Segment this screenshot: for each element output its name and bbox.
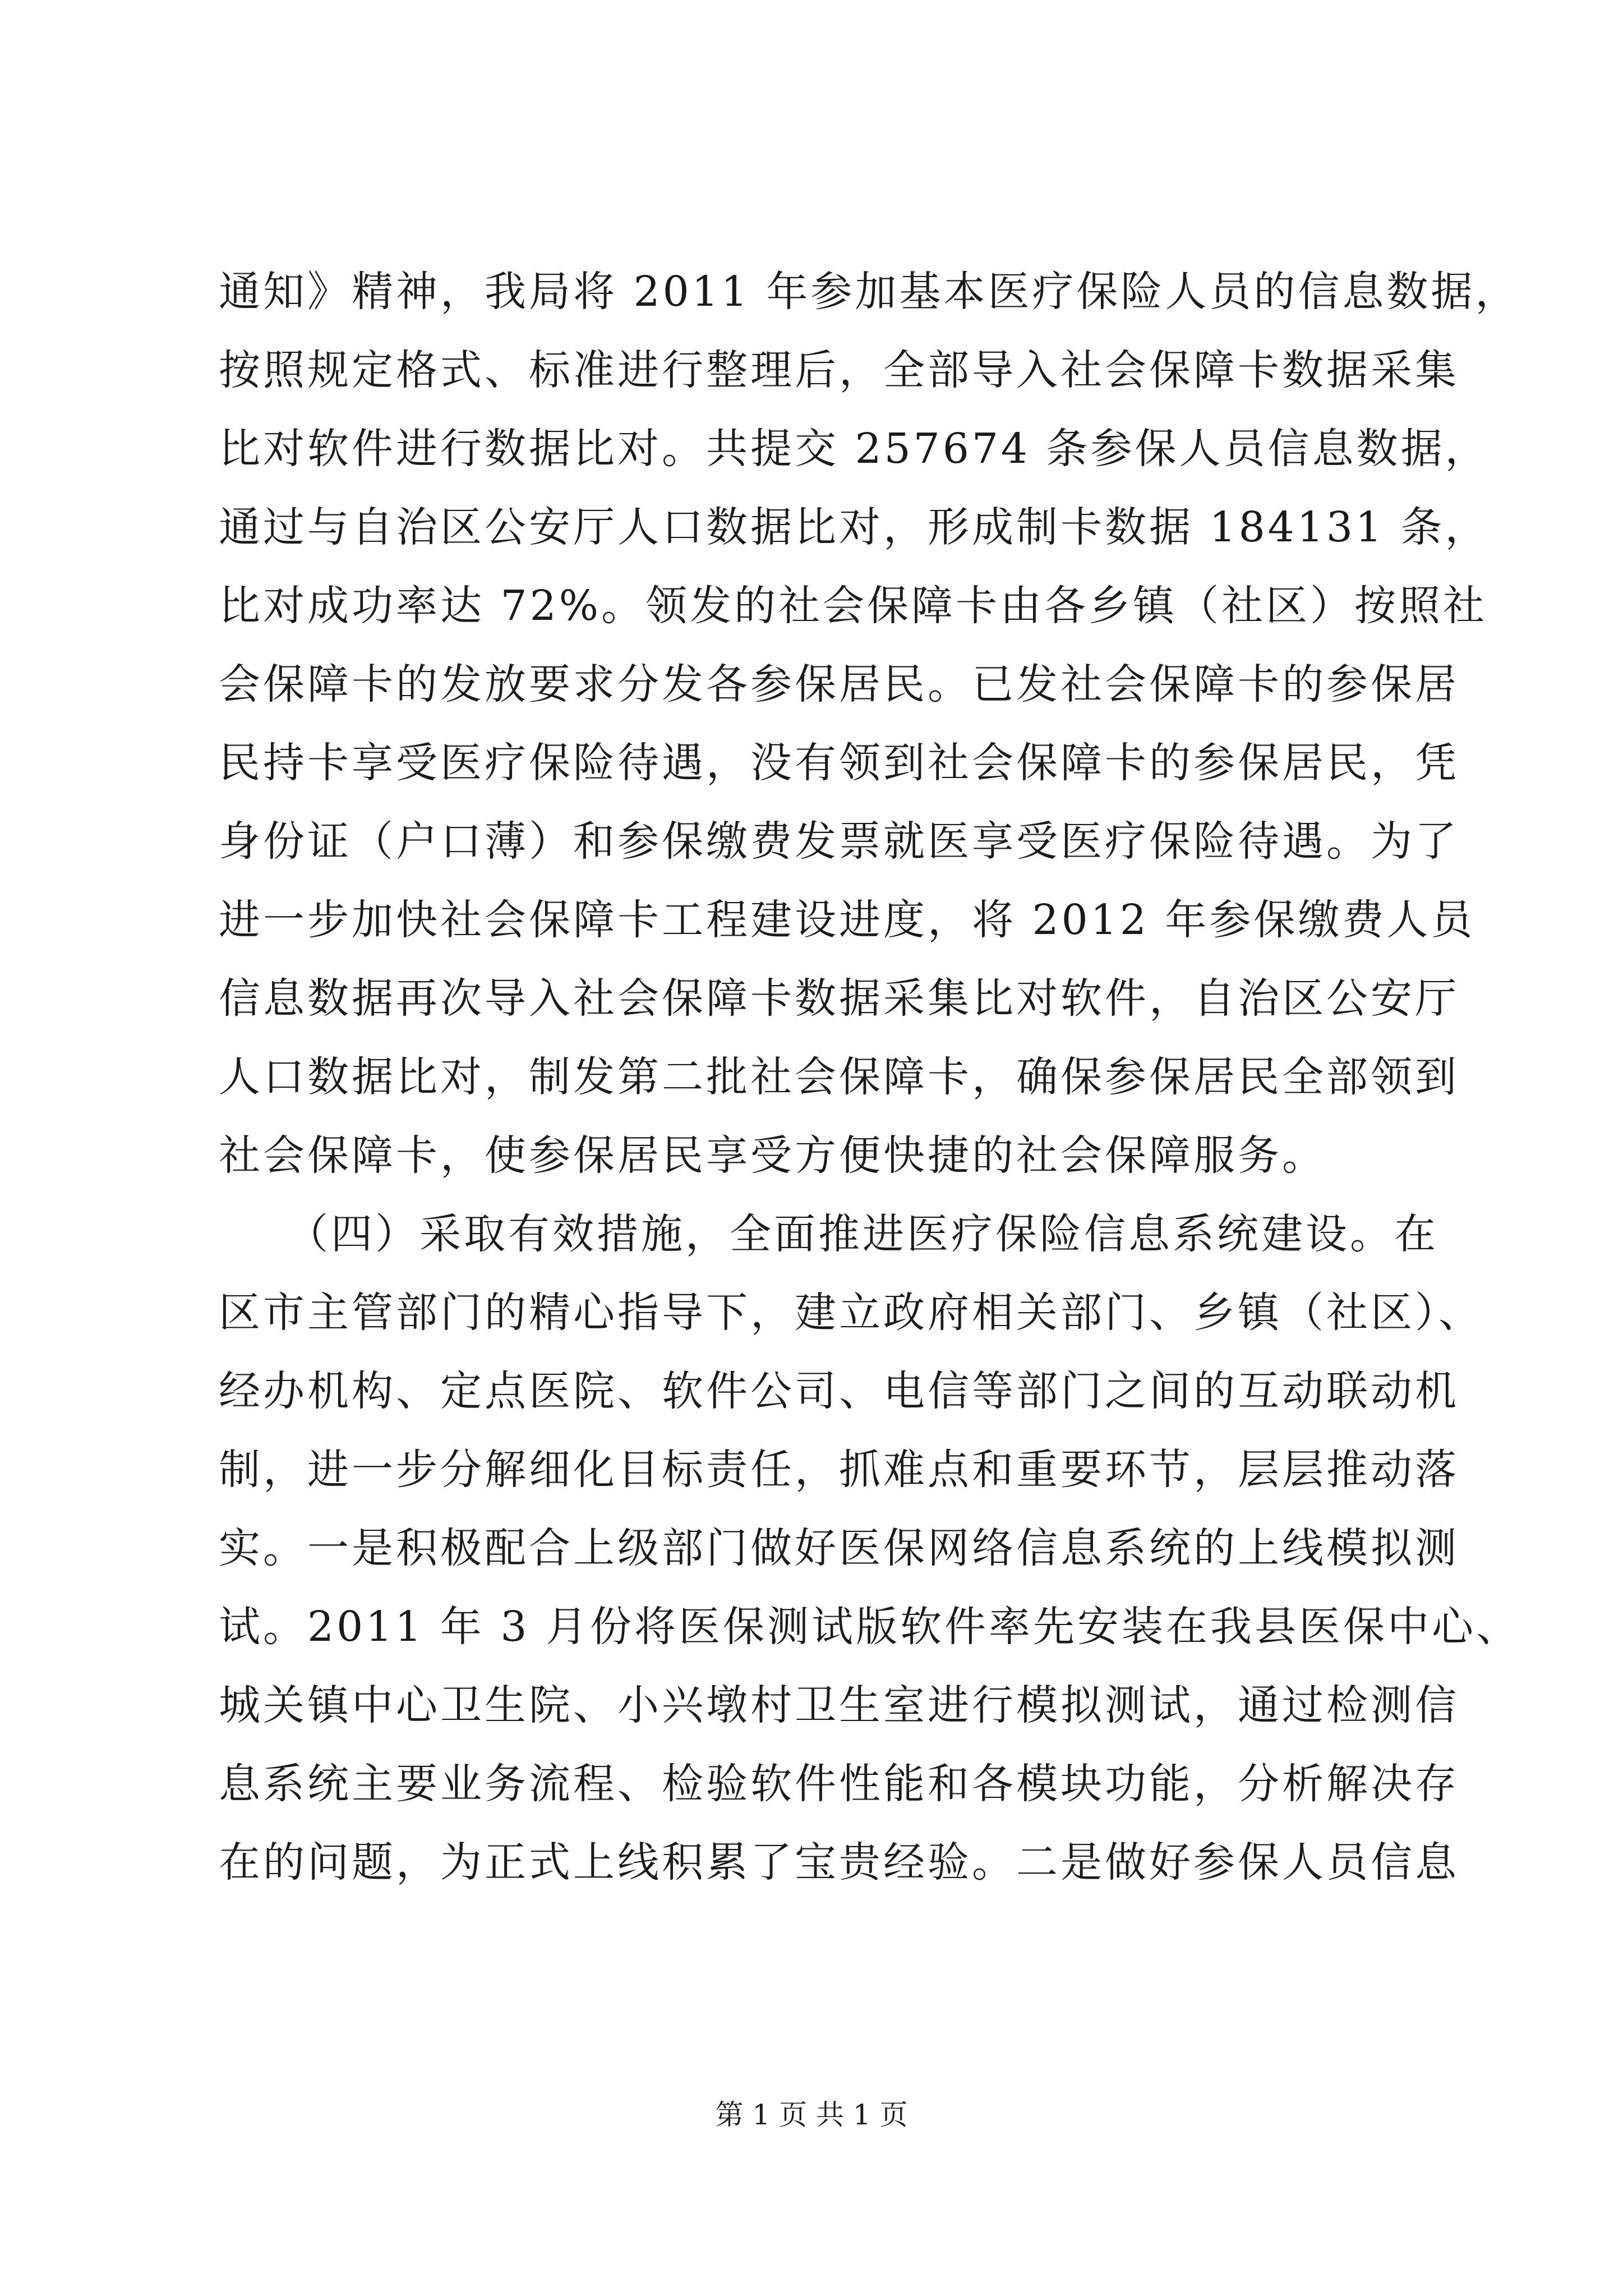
text-line: 试。2011 年 3 月份将医保测试版软件率先安装在我县医保中心、 [219,1603,1520,1651]
text-line: 通过与自治区公安厅人口数据比对，形成制卡数据 184131 条， [219,503,1490,551]
text-line: 区市主管部门的精心指导下，建立政府相关部门、乡镇（社区）、 [219,1289,1483,1337]
text-line: 按照规定格式、标准进行整理后，全部导入社会保障卡数据采集 [219,346,1459,394]
text-line: 人口数据比对，制发第二批社会保障卡，确保参保居民全部领到 [219,1053,1459,1101]
text-line: 信息数据再次导入社会保障卡数据采集比对软件，自治区公安厅 [219,974,1459,1023]
text-line: 实。一是积极配合上级部门做好医保网络信息系统的上线模拟测 [219,1524,1459,1572]
text-line: 城关镇中心卫生院、小兴墩村卫生室进行模拟测试，通过检测信 [219,1681,1459,1729]
page-number-footer: 第 1 页 共 1 页 [715,2099,908,2131]
text-line: 经办机构、定点医院、软件公司、电信等部门之间的互动联动机 [219,1367,1459,1415]
text-line: 会保障卡的发放要求分发各参保居民。已发社会保障卡的参保居 [219,660,1459,708]
text-line: 身份证（户口薄）和参保缴费发票就医享受医疗保险待遇。为了 [219,817,1459,866]
text-line: （四）采取有效措施，全面推进医疗保险信息系统建设。在 [219,1210,1438,1258]
text-line: 制，进一步分解细化目标责任，抓难点和重要环节，层层推动落 [219,1446,1459,1494]
body-text [219,252,1520,1902]
text-line: 进一步加快社会保障卡工程建设进度，将 2012 年参保缴费人员 [219,896,1476,944]
text-line: 社会保障卡，使参保居民享受方便快捷的社会保障服务。 [219,1131,1326,1180]
text-line: 通知》精神，我局将 2011 年参加基本医疗保险人员的信息数据， [219,268,1520,316]
text-line: 息系统主要业务流程、检验软件性能和各模块功能，分析解决存 [219,1760,1459,1808]
text-line: 比对软件进行数据比对。共提交 257674 条参保人员信息数据， [219,425,1490,473]
text-line: 在的问题，为正式上线积累了宝贵经验。二是做好参保人员信息 [219,1838,1459,1887]
text-line: 比对成功率达 72%。领发的社会保障卡由各乡镇（社区）按照社 [219,582,1487,630]
text-line: 民持卡享受医疗保险待遇，没有领到社会保障卡的参保居民，凭 [219,739,1459,787]
